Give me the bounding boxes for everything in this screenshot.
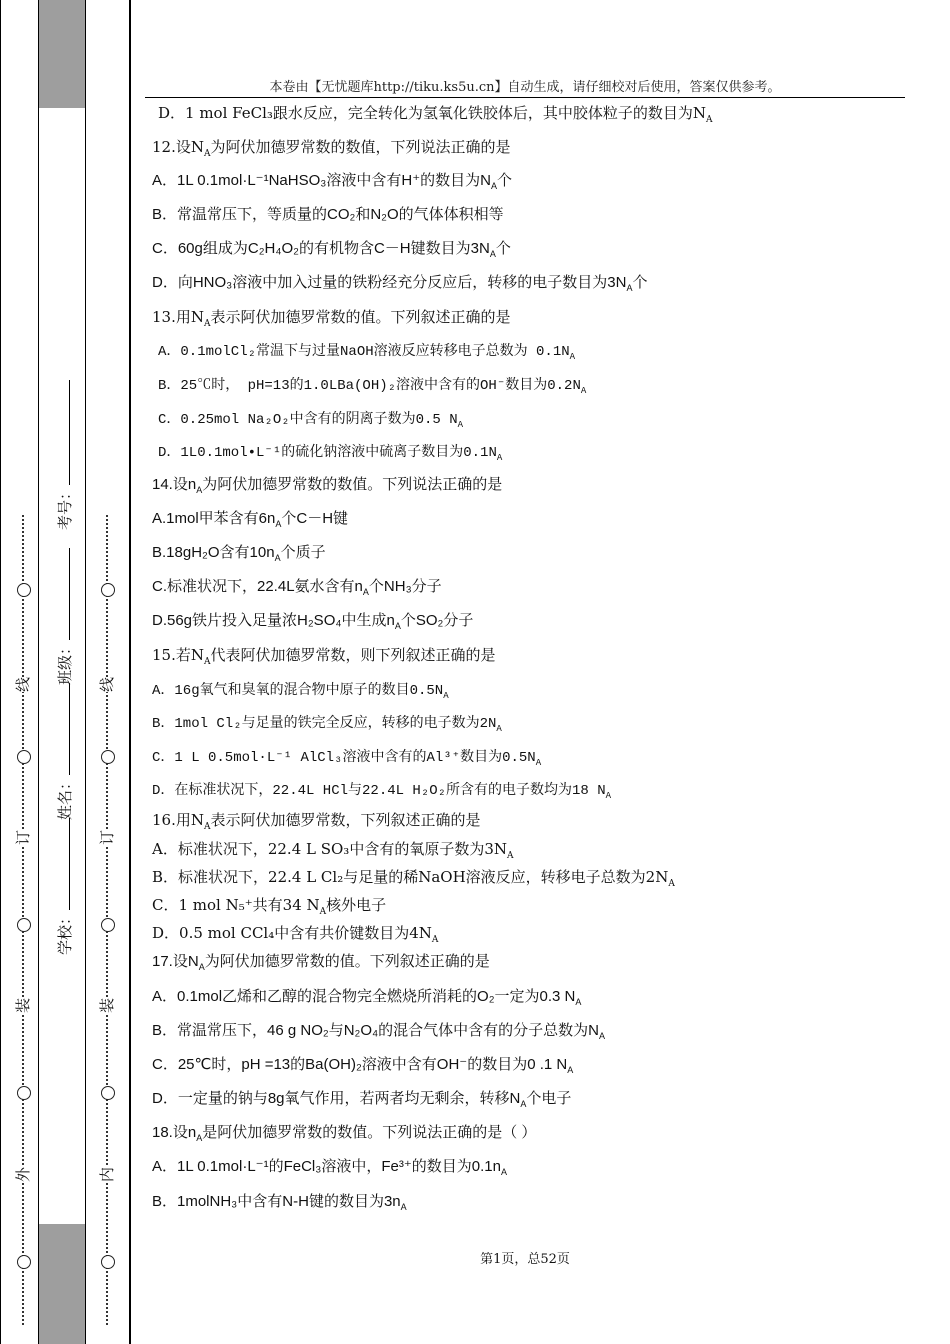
class-blank[interactable] — [69, 548, 70, 640]
q14-option-b: B.18gH₂O含有$10n_A$个质子 — [152, 544, 326, 563]
binding-circle — [101, 918, 115, 932]
q13-option-a: A．0.1molCl₂常温下与过量NaOH溶液反应转移电子总数为 $0.1N_A$ — [158, 344, 576, 362]
binding-label-wai: 外 — [14, 1166, 32, 1182]
exam-no-label: 考号： — [56, 484, 74, 530]
q12-option-a: A．1L 0.1mol·L⁻¹NaHSO₃溶液中含有H⁺的数目为$N_A$个 — [152, 172, 512, 191]
q16-option-b: B．标准状况下，22.4 L Cl₂与足量的稀NaOH溶液反应，转移电子总数为$2N_A$ — [152, 868, 675, 889]
q12-option-c: C．60g组成为C₂H₄O₂的有机物含C－H键数目为$3N_A$个 — [152, 240, 511, 259]
q15-option-c: C．1 L 0.5mol·L⁻¹ AlCl₃溶液中含有的Al³⁺数目为$0.5N_A$ — [152, 750, 542, 768]
binding-circle — [17, 1086, 31, 1100]
binding-circle — [101, 750, 115, 764]
binding-label-ding: 订 — [98, 829, 116, 845]
q16-option-c: C．1 mol N₅⁺共有34 $N_A$核外电子 — [152, 896, 387, 917]
page-footer: 第1页，总52页 — [480, 1252, 570, 1267]
name-field[interactable] — [54, 683, 75, 820]
q18-option-b: B．1molNH₃中含有N-H键的数目为$3n_A$ — [152, 1193, 407, 1212]
q18-stem: 18.设$n_A$是阿伏加德罗常数的数值。下列说法正确的是（ ） — [152, 1124, 537, 1143]
q16-option-a: A．标准状况下，22.4 L SO₃中含有的氧原子数为$3N_A$ — [152, 840, 514, 861]
q12-option-d: D．向HNO₃溶液中加入过量的铁粉经充分反应后，转移的电子数目为$3N_A$个 — [152, 274, 648, 293]
q13-option-d: D．1L0.1mol•L⁻¹的硫化钠溶液中硫离子数目为$0.1N_A$ — [158, 445, 503, 463]
binding-label-zhuang: 装 — [14, 997, 32, 1013]
q13-stem: 13.用$N_A$表示阿伏加德罗常数的值。下列叙述正确的是 — [152, 308, 511, 329]
binding-circle — [17, 1255, 31, 1269]
binding-circle — [101, 1086, 115, 1100]
school-field[interactable] — [54, 818, 75, 955]
binding-circle — [101, 583, 115, 597]
q14-option-a: A.1mol甲苯含有$6n_A$个C－H键 — [152, 510, 349, 529]
q16-stem: 16.用$N_A$表示阿伏加德罗常数，下列叙述正确的是 — [152, 811, 481, 832]
binding-outer-edge — [0, 0, 1, 1344]
binding-circle — [17, 750, 31, 764]
binding-label-xian: 线 — [98, 676, 116, 692]
q12-stem: 12.设$N_A$为阿伏加德罗常数的数值，下列说法正确的是 — [152, 138, 511, 159]
class-field[interactable] — [54, 548, 75, 685]
page-header: 本卷由【无忧题库http://tiku.ks5u.cn】自动生成，请仔细校对后使用，答案仅供参考。 — [269, 80, 781, 95]
school-label: 学校： — [56, 909, 74, 955]
q14-option-d: D.56g铁片投入足量浓H₂SO₄中生成$n_A$个SO₂分子 — [152, 612, 474, 631]
binding-gray-block-top — [39, 0, 85, 108]
name-blank[interactable] — [69, 683, 70, 775]
q15-option-a: A．16g氧气和臭氧的混合物中原子的数目$0.5N_A$ — [152, 683, 449, 701]
binding-circle — [17, 918, 31, 932]
exam-no-field[interactable] — [54, 380, 75, 530]
binding-gray-block-bottom — [39, 1224, 85, 1344]
binding-label-zhuang: 装 — [98, 997, 116, 1013]
q17-option-d: D．一定量的钠与8g氧气作用，若两者均无剩余，转移$N_A$个电子 — [152, 1090, 572, 1109]
q15-stem: 15.若$N_A$代表阿伏加德罗常数，则下列叙述正确的是 — [152, 646, 496, 667]
name-label: 姓名： — [56, 774, 74, 820]
q14-stem: 14.设$n_A$为阿伏加德罗常数的数值。下列说法正确的是 — [152, 476, 503, 495]
q14-option-c: C.标准状况下，22.4L氨水含有$n_A$个NH₃分子 — [152, 578, 442, 597]
q17-stem: 17.设$N_A$为阿伏加德罗常数的值。下列叙述正确的是 — [152, 953, 490, 972]
school-blank[interactable] — [69, 818, 70, 910]
q12-option-b: B．常温常压下，等质量的CO₂和N₂O的气体体积相等 — [152, 206, 504, 223]
q16-option-d: D．0.5 mol CCl₄中含有共价键数目为$4N_A$ — [152, 924, 439, 945]
q11-option-d: D．1 mol FeCl₃跟水反应，完全转化为氢氧化铁胶体后，其中胶体粒子的数目为$N_A$ — [158, 104, 713, 125]
exam-no-blank[interactable] — [69, 380, 70, 485]
class-label: 班级： — [56, 639, 74, 685]
q13-option-c: C．0.25mol Na₂O₂中含有的阴离子数为0.5 $N_A$ — [158, 412, 464, 430]
header-rule — [145, 97, 905, 98]
q18-option-a: A．1L 0.1mol·L⁻¹的FeCl₃溶液中，Fe³⁺的数目为$0.1n_A$ — [152, 1158, 507, 1177]
binding-label-nei: 内 — [98, 1166, 116, 1182]
binding-inner-rule — [129, 0, 131, 1344]
q17-option-c: C．25℃时，pH =13的Ba(OH)₂溶液中含有OH⁻的数目为0 .1 $N_A$ — [152, 1056, 574, 1075]
binding-label-xian: 线 — [14, 676, 32, 692]
q15-option-b: B．1mol Cl₂与足量的铁完全反应，转移的电子数为$2N_A$ — [152, 716, 502, 734]
q13-option-b: B．25℃时， pH=13的1.0LBa(OH)₂溶液中含有的OH⁻数目为$0.2N_A$ — [158, 378, 587, 396]
binding-label-ding: 订 — [14, 829, 32, 845]
binding-circle — [17, 583, 31, 597]
q17-option-a: A．0.1mol乙烯和乙醇的混合物完全燃烧所消耗的O₂一定为0.3 $N_A$ — [152, 988, 582, 1007]
q15-option-d: D．在标准状况下，22.4L HCl与22.4L H₂O₂所含有的电子数均为18 $N_A$ — [152, 783, 612, 801]
q17-option-b: B．常温常压下，46 g NO₂与N₂O₄的混合气体中含有的分子总数为$N_A$ — [152, 1022, 605, 1041]
binding-circle — [101, 1255, 115, 1269]
